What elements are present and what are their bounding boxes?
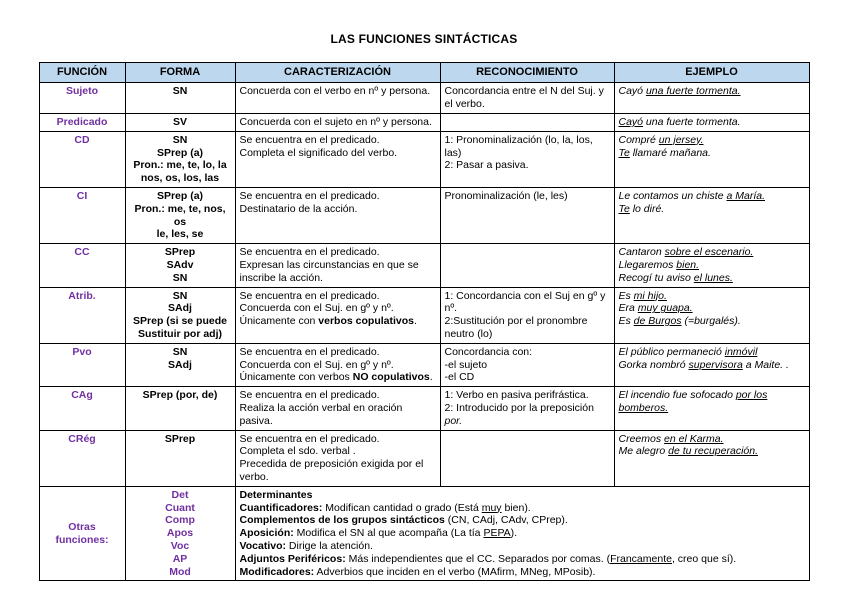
column-header: FORMA bbox=[125, 63, 235, 83]
cell-funcion bbox=[39, 343, 125, 386]
text-line: SPrep (si se puede bbox=[133, 315, 227, 328]
cell-forma bbox=[125, 387, 235, 430]
cell-caracterizacion bbox=[235, 244, 440, 287]
text-line: Det bbox=[171, 488, 189, 501]
cell-funcion bbox=[39, 187, 125, 243]
text-line: CRég bbox=[68, 432, 96, 445]
text-line: Cantaron sobre el escenario. bbox=[618, 246, 754, 259]
text-line: El incendio fue sofocado por los bomberos. bbox=[618, 389, 768, 414]
cell-caracterizacion bbox=[235, 287, 440, 343]
text-line: Únicamente con verbos NO copulativos. bbox=[239, 371, 433, 384]
text-line: Únicamente con verbos copulativos. bbox=[239, 315, 417, 328]
text-line: Me alegro de tu recuperación. bbox=[618, 445, 759, 458]
text-line: Se encuentra en el predicado. bbox=[239, 133, 380, 146]
text-line: Es de Burgos (=burgalés). bbox=[618, 315, 741, 328]
text-line: Se encuentra en el predicado. bbox=[239, 289, 380, 302]
text-line: Cayó una fuerte tormenta. bbox=[618, 85, 741, 98]
cell-funcion bbox=[39, 430, 125, 486]
text-line: Precedida de preposición exigida por el verbo. bbox=[239, 458, 424, 483]
text-line: Otras bbox=[68, 520, 96, 533]
syntactic-functions-table bbox=[39, 62, 810, 581]
text-line: Cayó una fuerte tormenta. bbox=[618, 116, 741, 128]
text-line: SN bbox=[172, 289, 188, 302]
text-line: Se encuentra en el predicado. bbox=[239, 246, 380, 259]
cell-caracterizacion bbox=[235, 343, 440, 386]
text-line: 2:Sustitución por el pronombre neutro (lo) bbox=[444, 315, 588, 340]
table-body bbox=[39, 83, 809, 581]
text-line: SAdv bbox=[166, 258, 194, 271]
text-line: Aposición: Modifica el SN al que acompaña (La tía PEPA). bbox=[239, 527, 518, 540]
cell-forma bbox=[125, 187, 235, 243]
cell-forma bbox=[125, 244, 235, 287]
text-line: SPrep bbox=[164, 432, 196, 445]
text-line: Apos bbox=[166, 527, 194, 540]
cell-ejemplo bbox=[614, 343, 809, 386]
text-line: Comp bbox=[165, 514, 195, 527]
table-row bbox=[39, 387, 809, 430]
cell-ejemplo bbox=[614, 430, 809, 486]
text-line: El público permaneció inmóvil bbox=[618, 345, 758, 358]
text-line: SN bbox=[172, 271, 188, 284]
cell-caracterizacion bbox=[235, 83, 440, 114]
text-line: Expresan las circunstancias en que se inscribe la acción. bbox=[239, 258, 419, 284]
text-line: Era muy guapa. bbox=[618, 302, 693, 315]
text-line: Se encuentra en el predicado. bbox=[239, 345, 380, 358]
text-line: Concuerda con el verbo en nº y persona. bbox=[239, 85, 431, 98]
text-line: SN bbox=[172, 345, 188, 358]
text-line: SN bbox=[172, 133, 188, 146]
text-line: Te llamaré mañana. bbox=[618, 146, 711, 159]
cell-funcion bbox=[39, 114, 125, 132]
text-line: 2: Introducido por la preposición por. bbox=[444, 401, 594, 427]
cell-funcion bbox=[39, 131, 125, 187]
text-line: Pronominalización (le, les) bbox=[444, 189, 568, 202]
table-row bbox=[39, 83, 809, 114]
cell-reconocimiento bbox=[440, 387, 614, 430]
text-line: SV bbox=[172, 116, 187, 128]
text-line: SPrep (a) bbox=[156, 189, 204, 202]
text-line: Recogí tu aviso el lunes. bbox=[618, 271, 733, 284]
text-line: SN bbox=[172, 85, 188, 98]
text-line: Llegaremos bien. bbox=[618, 258, 700, 271]
text-line: SPrep (a) bbox=[156, 146, 204, 159]
text-line: Voc bbox=[170, 539, 190, 552]
cell-funcion bbox=[39, 486, 125, 581]
text-line: nos, os, los, las bbox=[140, 172, 220, 185]
text-line: 1: Concordancia con el Suj en gº y nº. bbox=[444, 289, 606, 315]
table-row bbox=[39, 287, 809, 343]
cell-funcion bbox=[39, 244, 125, 287]
text-line: Concordancia con: bbox=[444, 345, 533, 358]
text-line: 1: Verbo en pasiva perifrástica. bbox=[444, 389, 589, 402]
cell-reconocimiento bbox=[440, 187, 614, 243]
page-title: LAS FUNCIONES SINTÁCTICAS bbox=[330, 32, 518, 46]
text-line: SPrep bbox=[164, 246, 196, 259]
cell-reconocimiento bbox=[440, 131, 614, 187]
text-line: Completa el sdo. verbal . bbox=[239, 445, 356, 458]
cell-caracterizacion bbox=[235, 187, 440, 243]
cell-ejemplo bbox=[614, 187, 809, 243]
text-line: Predicado bbox=[56, 116, 108, 128]
text-line: -el CD bbox=[444, 371, 475, 384]
cell-ejemplo bbox=[614, 83, 809, 114]
cell-forma bbox=[125, 430, 235, 486]
text-line: Se encuentra en el predicado. bbox=[239, 432, 380, 445]
text-line: Mod bbox=[169, 565, 191, 578]
cell-caracterizacion bbox=[235, 430, 440, 486]
text-line: Pron.: me, te, lo, la bbox=[133, 159, 227, 172]
cell-caracterizacion bbox=[235, 114, 440, 132]
cell-reconocimiento bbox=[440, 430, 614, 486]
text-line: Destinatario de la acción. bbox=[239, 202, 358, 215]
cell-otras-funciones-content bbox=[235, 486, 809, 581]
cell-forma bbox=[125, 83, 235, 114]
table-row bbox=[39, 187, 809, 243]
cell-forma bbox=[125, 131, 235, 187]
cell-ejemplo bbox=[614, 387, 809, 430]
text-line: Modificadores: Adverbios que inciden en el verbo (MAfirm, MNeg, MPosib). bbox=[239, 565, 596, 578]
text-line: Te lo diré. bbox=[618, 202, 665, 215]
text-line: Sujeto bbox=[65, 85, 99, 98]
text-line: Gorka nombró supervisora a Maite. . bbox=[618, 358, 789, 371]
table-row bbox=[39, 114, 809, 132]
cell-funcion bbox=[39, 387, 125, 430]
table-row bbox=[39, 486, 809, 581]
text-line: CC bbox=[74, 246, 90, 259]
cell-reconocimiento bbox=[440, 83, 614, 114]
table-row bbox=[39, 343, 809, 386]
cell-ejemplo bbox=[614, 244, 809, 287]
cell-funcion bbox=[39, 83, 125, 114]
cell-reconocimiento bbox=[440, 343, 614, 386]
text-line: Compré un jersey. bbox=[618, 133, 704, 146]
text-line: Pron.: me, te, nos, os bbox=[134, 202, 226, 228]
text-line: le, les, se bbox=[156, 228, 204, 241]
column-header: EJEMPLO bbox=[614, 63, 809, 83]
cell-caracterizacion bbox=[235, 387, 440, 430]
text-line: Se encuentra en el predicado. bbox=[239, 189, 380, 202]
cell-reconocimiento bbox=[440, 287, 614, 343]
cell-reconocimiento bbox=[440, 244, 614, 287]
text-line: Determinantes bbox=[239, 488, 313, 501]
text-line: SAdj bbox=[168, 358, 192, 371]
text-line: Es mi hijo. bbox=[618, 289, 667, 302]
text-line: Concordancia entre el N del Suj. y el verbo. bbox=[444, 85, 604, 111]
text-line: SPrep (por, de) bbox=[142, 389, 218, 402]
text-line: Cuantificadores: Modifican cantidad o grado (Está muy bien). bbox=[239, 501, 531, 514]
text-line: Concuerda con el sujeto en nº y persona. bbox=[239, 116, 432, 128]
cell-forma bbox=[125, 287, 235, 343]
text-line: Se encuentra en el predicado. bbox=[239, 389, 380, 402]
text-line: CI bbox=[76, 189, 88, 202]
text-line: Complementos de los grupos sintácticos (CN, CAdj, CAdv, CPrep). bbox=[239, 514, 568, 527]
cell-funcion bbox=[39, 287, 125, 343]
text-line: CAg bbox=[71, 389, 93, 402]
text-line: Atrib. bbox=[68, 289, 96, 302]
text-line: funciones: bbox=[55, 533, 109, 546]
text-line: Adjuntos Periféricos: Más independientes que el CC. Separados por comas. (Francamente, creo que sí). bbox=[239, 552, 737, 565]
text-line: Sustituir por adj) bbox=[138, 327, 222, 340]
text-line: Le contamos un chiste a María. bbox=[618, 189, 765, 202]
table-row bbox=[39, 244, 809, 287]
text-line: AP bbox=[172, 552, 188, 565]
column-header: FUNCIÓN bbox=[39, 63, 125, 83]
cell-ejemplo bbox=[614, 114, 809, 132]
text-line: Pvo bbox=[72, 345, 92, 358]
column-header: CARACTERIZACIÓN bbox=[235, 63, 440, 83]
text-line: SAdj bbox=[168, 302, 192, 315]
text-line: Creemos en el Karma. bbox=[618, 432, 724, 445]
cell-forma bbox=[125, 486, 235, 581]
cell-forma bbox=[125, 343, 235, 386]
table-header-row bbox=[39, 63, 809, 83]
cell-caracterizacion bbox=[235, 131, 440, 187]
table-row bbox=[39, 131, 809, 187]
text-line: Concuerda con el Suj. en gº y nº. bbox=[239, 358, 394, 371]
cell-ejemplo bbox=[614, 287, 809, 343]
text-line: Vocativo: Dirige la atención. bbox=[239, 539, 373, 552]
text-line: Concuerda con el Suj. en gº y nº. bbox=[239, 302, 394, 315]
cell-ejemplo bbox=[614, 131, 809, 187]
column-header: RECONOCIMIENTO bbox=[440, 63, 614, 83]
text-line: Realiza la acción verbal en oración pasiva. bbox=[239, 401, 403, 427]
text-line: -el sujeto bbox=[444, 358, 488, 371]
text-line: Completa el significado del verbo. bbox=[239, 146, 398, 159]
text-line: CD bbox=[74, 133, 90, 146]
cell-forma bbox=[125, 114, 235, 132]
text-line: 2: Pasar a pasiva. bbox=[444, 159, 529, 172]
cell-reconocimiento bbox=[440, 114, 614, 132]
text-line: 1: Pronominalización (lo, la, los, las) bbox=[444, 133, 593, 159]
table-row bbox=[39, 430, 809, 486]
text-line: Cuant bbox=[165, 501, 195, 514]
